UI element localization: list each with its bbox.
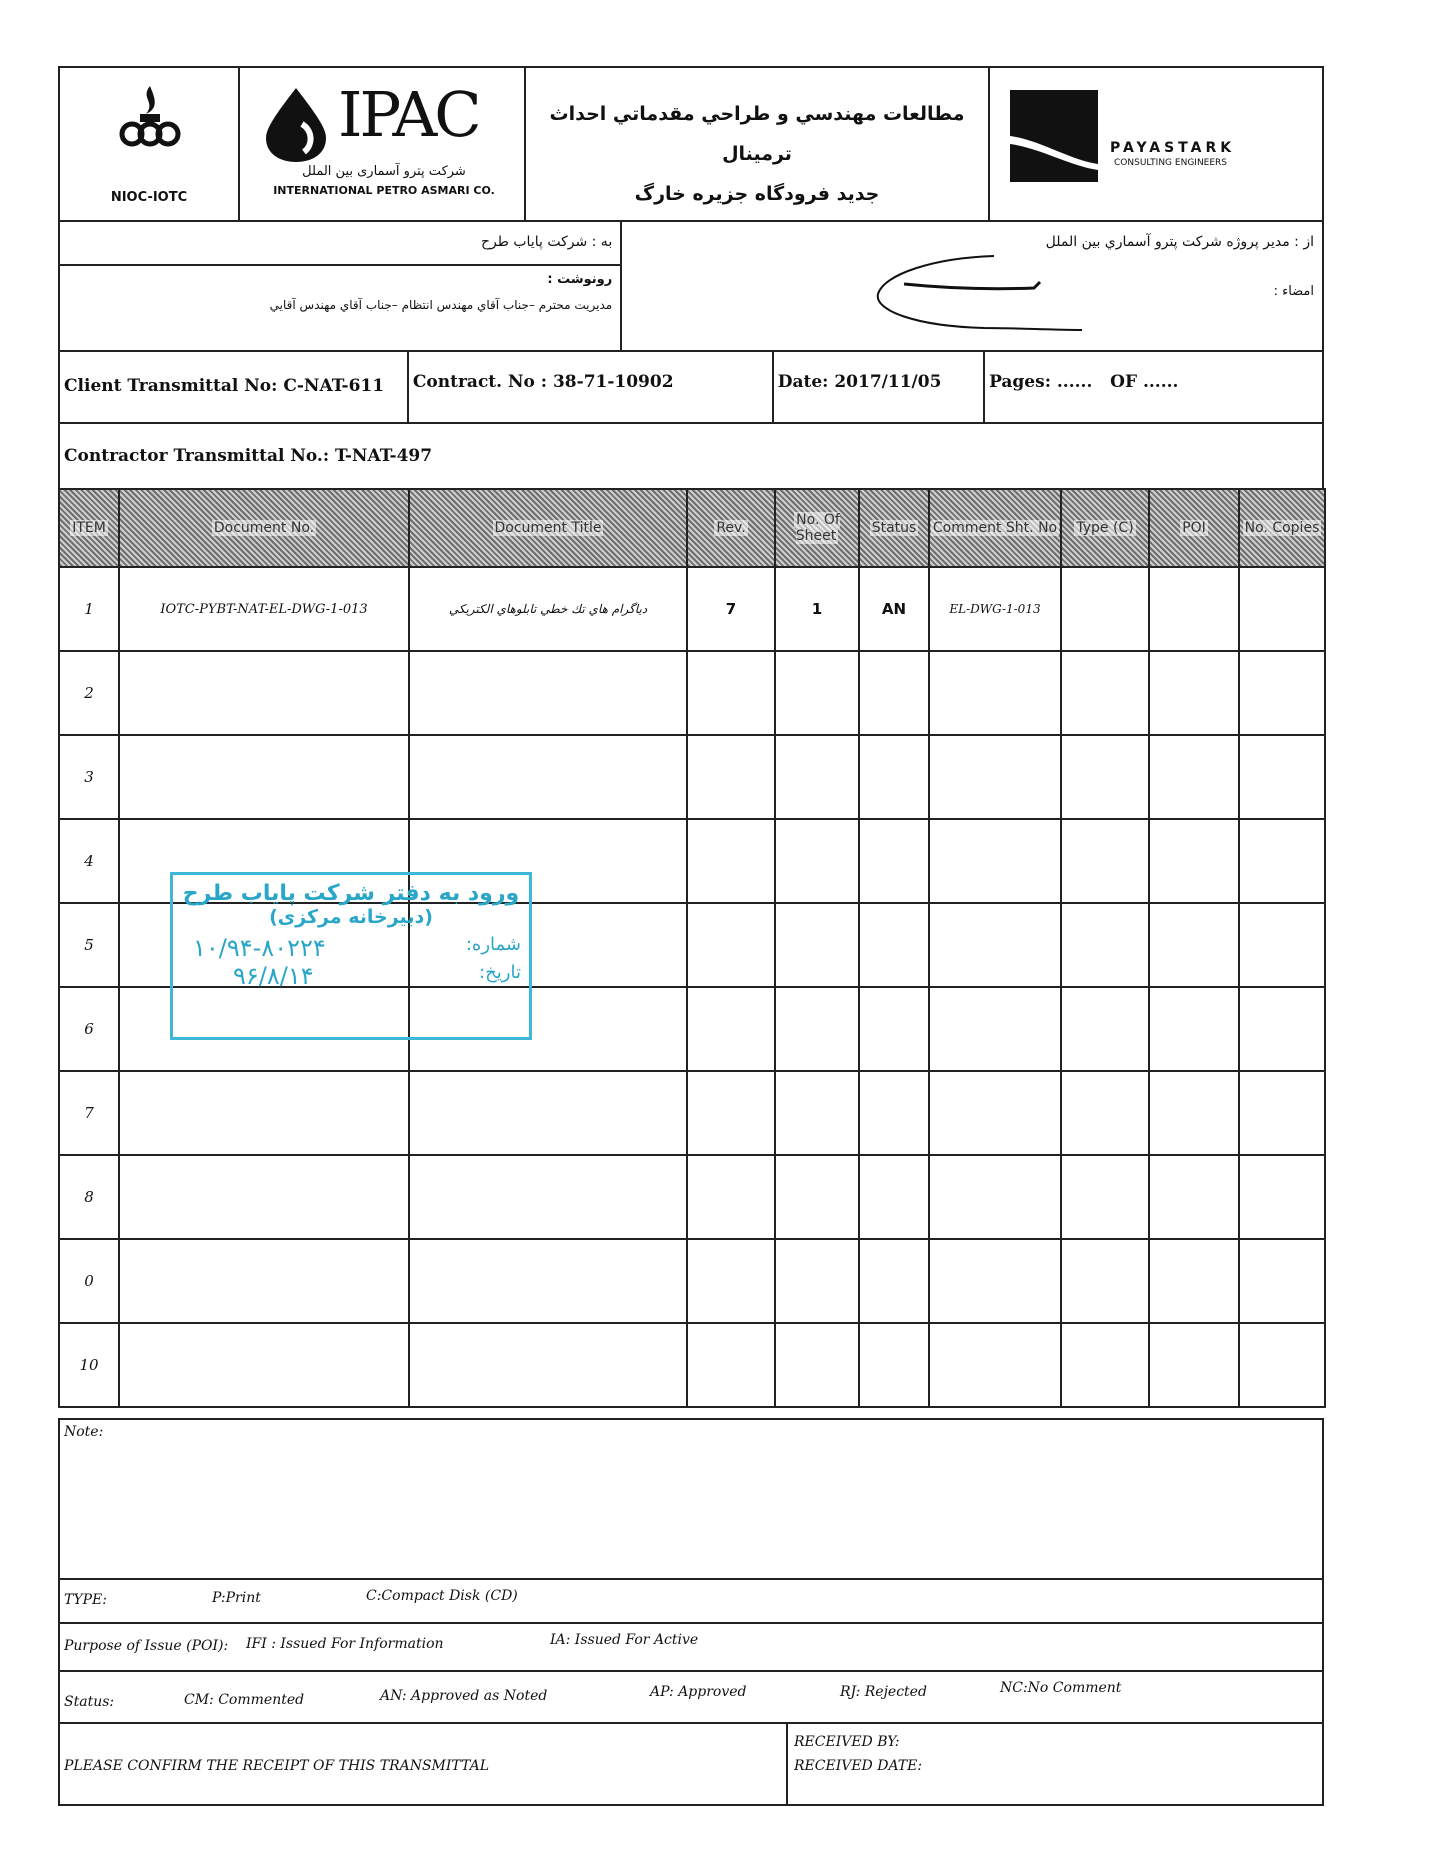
- cell-title: [409, 1155, 687, 1239]
- table-row: [59, 1071, 1325, 1155]
- footer-section: [58, 1418, 1324, 1806]
- table-row: [59, 1155, 1325, 1239]
- status-cm: CM: Commented: [184, 1692, 305, 1708]
- cell-sheets: [775, 735, 859, 819]
- cell-sheets: [775, 1239, 859, 1323]
- cell-copies: [1239, 735, 1325, 819]
- cell-poi: [1149, 651, 1239, 735]
- stamp-number-value: ۱۰/۹۴-۸۰۲۲۴: [193, 934, 326, 962]
- cell-comment: [929, 1155, 1061, 1239]
- table-row: [59, 735, 1325, 819]
- cell-rev: [687, 1239, 775, 1323]
- cell-comment: [929, 1239, 1061, 1323]
- cell-type: [1061, 819, 1149, 903]
- cell-type: [1061, 1071, 1149, 1155]
- pages-field: Pages: ...... OF ......: [989, 372, 1179, 392]
- cell-copies: [1239, 1071, 1325, 1155]
- cell-poi: [1149, 1239, 1239, 1323]
- cell-title: [409, 735, 687, 819]
- cell-comment: EL-DWG-1-013: [929, 567, 1061, 651]
- stamp-line1: ورود به دفتر شرکت پایاب طرح: [182, 881, 520, 906]
- payastark-name: PAYASTARK: [1110, 140, 1236, 156]
- stamp-date-value: ۹۶/۸/۱۴: [233, 962, 314, 990]
- table-row: [59, 1323, 1325, 1407]
- info-row: [58, 352, 1324, 424]
- confirm-block: [60, 1724, 788, 1804]
- status-legend-row: [60, 1672, 1322, 1724]
- contract-no: Contract. No : 38-71-10902: [409, 352, 774, 422]
- cell-item: 4: [59, 819, 119, 903]
- receipt-stamp: [170, 872, 532, 1040]
- received-date: RECEIVED DATE:: [794, 1758, 923, 1774]
- column-header-label: Type (C): [1076, 520, 1134, 536]
- to-block: [60, 222, 622, 350]
- table-row: [59, 567, 1325, 651]
- ipac-drop-icon: [256, 84, 336, 164]
- to-line: به : شرکت پایاب طرح: [481, 234, 613, 250]
- cell-sheets: [775, 903, 859, 987]
- from-line: از : مدير پروژه شرکت پترو آسماري بين الملل: [1045, 234, 1314, 250]
- confirm-row: [60, 1724, 1322, 1804]
- poi-ifi: IFI : Issued For Information: [246, 1636, 444, 1652]
- cell-status: [859, 1323, 929, 1407]
- column-header: [687, 489, 775, 567]
- cell-rev: [687, 903, 775, 987]
- column-header: [929, 489, 1061, 567]
- type-print: P:Print: [212, 1590, 261, 1606]
- signature-mark: [844, 244, 1084, 334]
- stamp-number-row: [173, 928, 529, 962]
- cell-doc-no: IOTC-PYBT-NAT-EL-DWG-1-013: [119, 567, 409, 651]
- ipac-name-en: INTERNATIONAL PETRO ASMARI CO.: [273, 184, 495, 197]
- cell-status: [859, 651, 929, 735]
- type-row: [60, 1580, 1322, 1624]
- cell-type: [1061, 1323, 1149, 1407]
- status-nc: NC:No Comment: [1000, 1680, 1122, 1696]
- column-header: [775, 489, 859, 567]
- stamp-date-row: [173, 962, 529, 990]
- type-cd: C:Compact Disk (CD): [366, 1588, 518, 1604]
- cell-sheets: [775, 1155, 859, 1239]
- cell-item: 6: [59, 987, 119, 1071]
- cell-doc-no: [119, 735, 409, 819]
- ipac-name: IPAC: [338, 78, 479, 151]
- cell-item: 7: [59, 1071, 119, 1155]
- cell-comment: [929, 903, 1061, 987]
- cell-rev: [687, 819, 775, 903]
- cell-rev: [687, 1323, 775, 1407]
- column-header-label: No. Copies: [1244, 520, 1320, 536]
- cell-comment: [929, 1323, 1061, 1407]
- note-label: Note:: [64, 1424, 104, 1440]
- cell-status: AN: [859, 567, 929, 651]
- cell-copies: [1239, 1239, 1325, 1323]
- cell-comment: [929, 735, 1061, 819]
- cell-rev: [687, 987, 775, 1071]
- signature-label: امضاء :: [1273, 284, 1314, 299]
- column-header-label: ITEM: [72, 520, 106, 536]
- date-field: Date: 2017/11/05: [774, 352, 985, 422]
- table-row: [59, 1239, 1325, 1323]
- cell-rev: [687, 1155, 775, 1239]
- cell-status: [859, 1239, 929, 1323]
- received-block: [788, 1724, 1322, 1804]
- cell-sheets: 1: [775, 567, 859, 651]
- cell-doc-no: [119, 651, 409, 735]
- poi-label: Purpose of Issue (POI):: [64, 1638, 229, 1654]
- cell-rev: [687, 735, 775, 819]
- table-row: [59, 651, 1325, 735]
- cell-rev: [687, 651, 775, 735]
- cell-item: 0: [59, 1239, 119, 1323]
- cell-rev: 7: [687, 567, 775, 651]
- stamp-number-label: شماره:: [465, 934, 521, 955]
- payastark-logo-icon: [1010, 90, 1098, 182]
- nioc-label: NIOC-IOTC: [110, 190, 188, 205]
- cell-comment: [929, 651, 1061, 735]
- cell-copies: [1239, 1323, 1325, 1407]
- header-bar: [58, 66, 1324, 222]
- cell-poi: [1149, 1323, 1239, 1407]
- cell-poi: [1149, 735, 1239, 819]
- table-header-row: [59, 489, 1325, 567]
- column-header-label: Document No.: [213, 520, 315, 536]
- column-header-label: Comment Sht. No: [932, 520, 1058, 536]
- cell-type: [1061, 1155, 1149, 1239]
- cell-status: [859, 819, 929, 903]
- payastark-logo-block: [990, 68, 1322, 220]
- cell-sheets: [775, 819, 859, 903]
- cell-doc-no: [119, 1071, 409, 1155]
- cell-poi: [1149, 903, 1239, 987]
- cell-copies: [1239, 567, 1325, 651]
- cell-doc-no: [119, 1239, 409, 1323]
- cell-poi: [1149, 987, 1239, 1071]
- cell-type: [1061, 987, 1149, 1071]
- column-header: [1239, 489, 1325, 567]
- cell-status: [859, 1071, 929, 1155]
- cell-item: 10: [59, 1323, 119, 1407]
- cell-copies: [1239, 819, 1325, 903]
- cell-sheets: [775, 1323, 859, 1407]
- cell-sheets: [775, 987, 859, 1071]
- cell-title: دیاگرام هاي تك خطي تابلوهاي الكتريكي: [409, 567, 687, 651]
- cell-item: 5: [59, 903, 119, 987]
- contractor-transmittal: Contractor Transmittal No.: T-NAT-497: [58, 424, 1324, 490]
- cell-type: [1061, 1239, 1149, 1323]
- column-header: [409, 489, 687, 567]
- status-an: AN: Approved as Noted: [380, 1688, 548, 1704]
- status-ap: AP: Approved: [650, 1684, 747, 1700]
- cell-copies: [1239, 651, 1325, 735]
- column-header: [1149, 489, 1239, 567]
- column-header-label: Document Title: [494, 520, 602, 536]
- cell-doc-no: [119, 1155, 409, 1239]
- cell-title: [409, 651, 687, 735]
- from-block: [622, 222, 1322, 350]
- cell-item: 8: [59, 1155, 119, 1239]
- client-transmittal: Client Transmittal No: C-NAT-611: [60, 352, 409, 422]
- cell-comment: [929, 987, 1061, 1071]
- ipac-name-fa: شرکت پترو آسماری بین الملل: [302, 164, 466, 179]
- cell-title: [409, 1071, 687, 1155]
- cell-rev: [687, 1071, 775, 1155]
- cell-title: [409, 1239, 687, 1323]
- status-label: Status:: [64, 1694, 115, 1710]
- cell-sheets: [775, 651, 859, 735]
- cell-status: [859, 1155, 929, 1239]
- stamp-line2: (دبیرخانه مرکزی): [269, 906, 433, 928]
- cell-copies: [1239, 1155, 1325, 1239]
- cell-poi: [1149, 1071, 1239, 1155]
- cell-type: [1061, 903, 1149, 987]
- cell-item: 3: [59, 735, 119, 819]
- column-header: [859, 489, 929, 567]
- cell-comment: [929, 819, 1061, 903]
- stamp-date-label: تاریخ:: [479, 962, 521, 983]
- cell-poi: [1149, 1155, 1239, 1239]
- cell-item: 2: [59, 651, 119, 735]
- cell-status: [859, 735, 929, 819]
- cell-comment: [929, 1071, 1061, 1155]
- cell-doc-no: [119, 1323, 409, 1407]
- note-area: [60, 1420, 1322, 1580]
- poi-row: [60, 1624, 1322, 1672]
- received-by: RECEIVED BY:: [794, 1734, 900, 1750]
- cell-copies: [1239, 903, 1325, 987]
- cc-label: رونوشت :: [547, 272, 613, 287]
- cell-sheets: [775, 1071, 859, 1155]
- project-title-line1: مطالعات مهندسي و طراحي مقدماتي احداث ترمينال: [549, 103, 965, 165]
- column-header: [1061, 489, 1149, 567]
- project-title-block: [526, 68, 990, 220]
- cell-title: [409, 1323, 687, 1407]
- cell-status: [859, 903, 929, 987]
- nioc-logo-block: [60, 68, 240, 220]
- cc-text: مديريت محترم –جناب آقاي مهندس انتظام –جناب آقاي مهندس آقايي: [269, 298, 613, 312]
- cell-item: 1: [59, 567, 119, 651]
- cell-copies: [1239, 987, 1325, 1071]
- addressing-section: [58, 222, 1324, 352]
- column-header-label: Rev.: [716, 520, 746, 536]
- cell-type: [1061, 735, 1149, 819]
- cell-status: [859, 987, 929, 1071]
- cell-type: [1061, 651, 1149, 735]
- ipac-logo-block: [240, 68, 526, 220]
- column-header-label: Status: [871, 520, 917, 536]
- column-header-label: POI: [1182, 520, 1206, 536]
- cell-poi: [1149, 819, 1239, 903]
- cell-poi: [1149, 567, 1239, 651]
- confirm-text: PLEASE CONFIRM THE RECEIPT OF THIS TRANSMITTAL: [64, 1758, 489, 1774]
- column-header: [59, 489, 119, 567]
- poi-ia: IA: Issued For Active: [550, 1632, 699, 1648]
- status-rj: RJ: Rejected: [840, 1684, 927, 1700]
- cell-type: [1061, 567, 1149, 651]
- column-header: [119, 489, 409, 567]
- payastark-sub: CONSULTING ENGINEERS: [1114, 158, 1228, 168]
- type-label: TYPE:: [64, 1592, 107, 1608]
- project-title-line2: جديد فرودگاه جزيره خارگ: [634, 183, 880, 205]
- column-header-label: No. Of Sheet: [795, 512, 840, 544]
- nioc-flame-icon: [110, 82, 190, 152]
